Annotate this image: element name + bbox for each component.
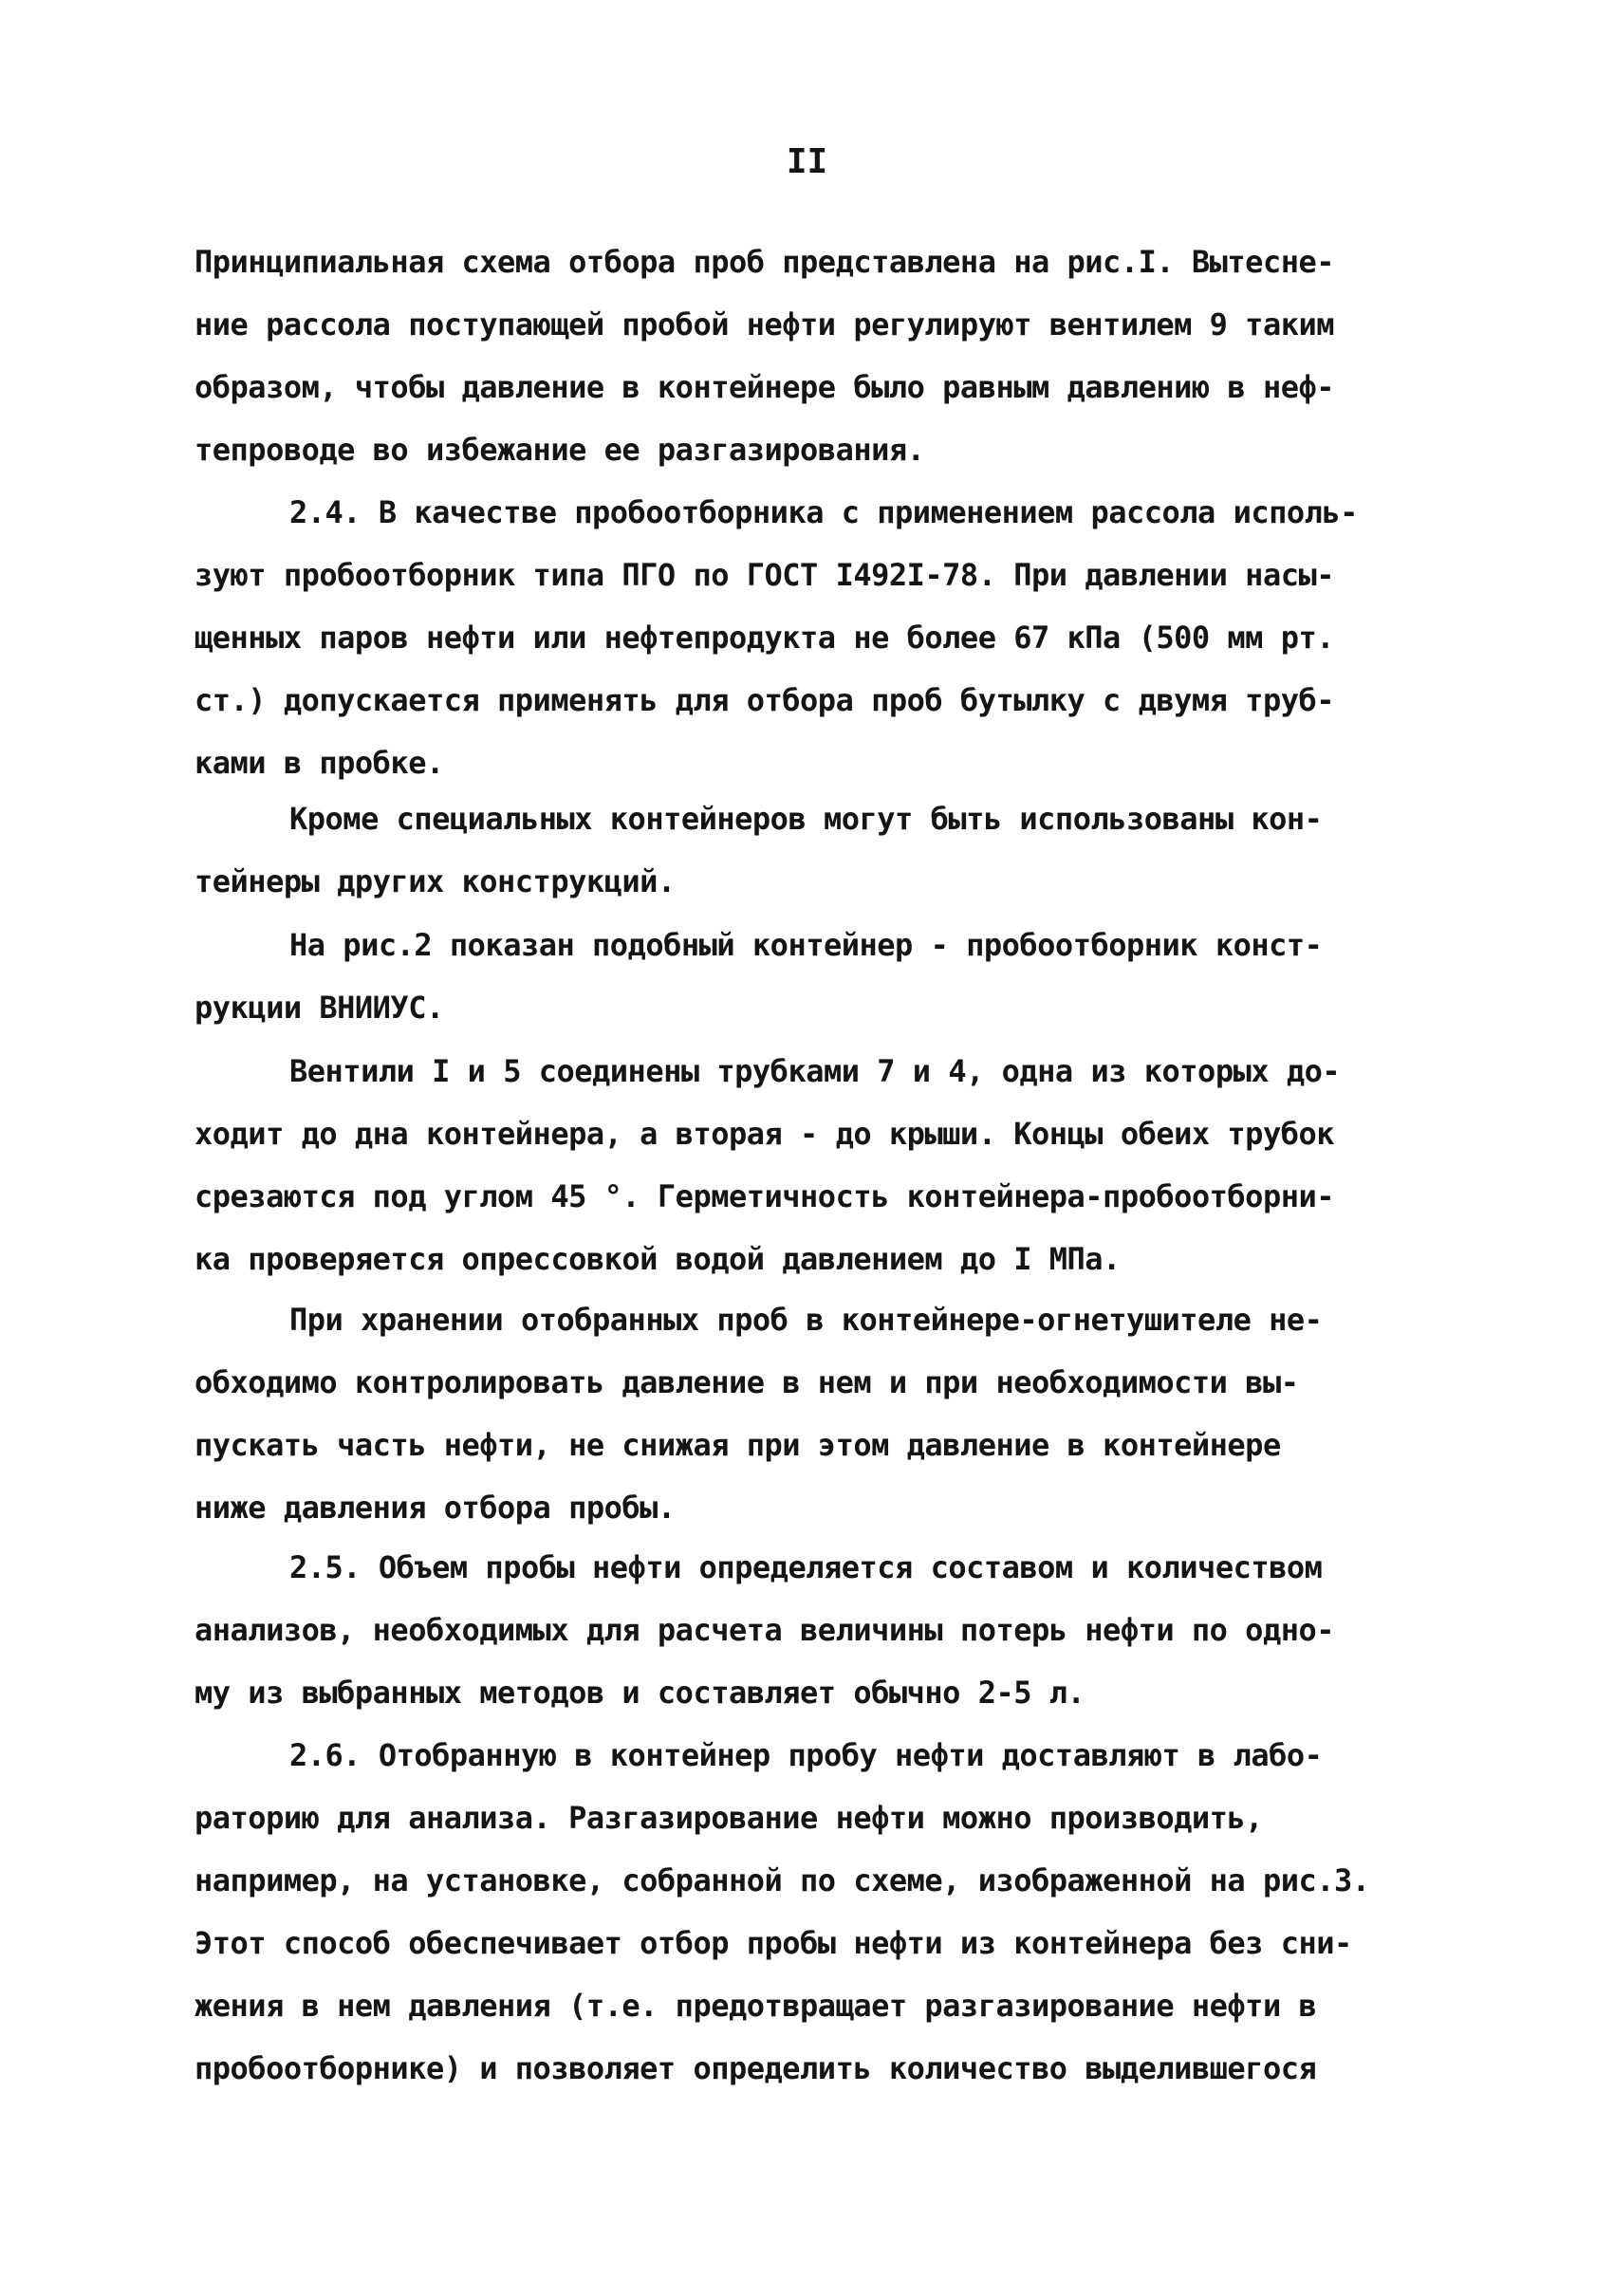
text-line: На рис.2 показан подобный контейнер - пробоотборник конст- — [289, 927, 1323, 963]
paragraph-4 — [195, 914, 1456, 1039]
text-line: Принципиальная схема отбора проб представлена на рис.I. Вытесне- — [195, 244, 1334, 280]
text-line: тейнеры других конструкций. — [195, 863, 676, 899]
text-line: Этот способ обеспечивает отбор пробы нефти из контейнера без сни- — [195, 1925, 1352, 1961]
text-line: образом, чтобы давление в контейнере было равным давлению в неф- — [195, 369, 1334, 405]
paragraph-6 — [195, 1288, 1456, 1539]
text-line: 2.5. Объем пробы нефти определяется составом и количеством — [289, 1549, 1323, 1585]
text-line: Вентили I и 5 соединены трубками 7 и 4, одна из которых до- — [289, 1053, 1341, 1089]
paragraph-5 — [195, 1040, 1456, 1290]
text-line: рукции ВНИИУС. — [195, 990, 444, 1026]
text-line: При хранении отобранных проб в контейнере-огнетушителе не- — [289, 1302, 1323, 1338]
text-line: ка проверяется опрессовкой водой давлением до I МПа. — [195, 1241, 1121, 1277]
text-line: ками в пробке. — [195, 745, 444, 781]
text-line: Кроме специальных контейнеров могут быть использованы кон- — [289, 801, 1323, 837]
text-line: 2.6. Отобранную в контейнер пробу нефти доставляют в лабо- — [289, 1737, 1323, 1773]
text-line: ст.) допускается применять для отбора проб бутылку с двумя труб- — [195, 682, 1334, 718]
text-line: обходимо контролировать давление в нем и при необходимости вы- — [195, 1364, 1299, 1400]
text-line: например, на установке, собранной по схеме, изображенной на рис.3. — [195, 1862, 1370, 1898]
text-line: ниже давления отбора пробы. — [195, 1490, 676, 1526]
page-number: II — [786, 142, 828, 181]
text-line: тепроводе во избежание ее разгазирования. — [195, 432, 925, 468]
text-line: пускать часть нефти, не снижая при этом давление в контейнере — [195, 1427, 1281, 1463]
paragraph-2-4 — [195, 481, 1456, 794]
text-line: раторию для анализа. Разгазирование нефти можно производить, — [195, 1800, 1263, 1836]
text-line: ходит до дна контейнера, а вторая - до крыши. Концы обеих трубок — [195, 1116, 1334, 1152]
text-line: анализов, необходимых для расчета величины потерь нефти по одно- — [195, 1612, 1334, 1648]
text-line: му из выбранных методов и составляет обычно 2-5 л. — [195, 1675, 1085, 1711]
text-line: 2.4. В качестве пробоотборника с применением рассола исполь- — [289, 494, 1358, 530]
text-line: пробоотборнике) и позволяет определить количество выделившегося — [195, 2050, 1317, 2086]
paragraph-2-6 — [195, 1724, 1456, 2100]
text-line: жения в нем давления (т.е. предотвращает разгазирование нефти в — [195, 1988, 1317, 2024]
text-line: щенных паров нефти или нефтепродукта не более 67 кПа (500 мм рт. — [195, 620, 1334, 656]
text-line: срезаются под углом 45 °. Герметичность контейнера-пробоотборни- — [195, 1178, 1334, 1214]
paragraph-3 — [195, 787, 1456, 913]
paragraph-1 — [195, 231, 1456, 481]
text-line: ние рассола поступающей пробой нефти регулируют вентилем 9 таким — [195, 306, 1334, 343]
text-line: зуют пробоотборник типа ПГО по ГОСТ I492I-78. При давлении насы- — [195, 557, 1334, 593]
paragraph-2-5 — [195, 1536, 1456, 1724]
